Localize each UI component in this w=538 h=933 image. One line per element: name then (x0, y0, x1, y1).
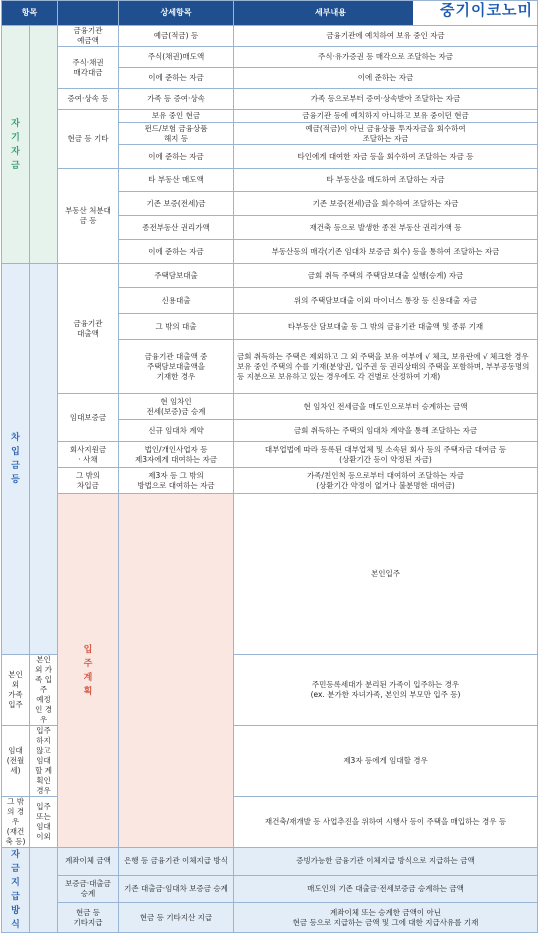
detail-content: 매도인의 기존 대출금·전세보증금 승계하는 금액 (234, 875, 538, 903)
detail-content: 주식·유가증권 등 매각으로 조달하는 자금 (234, 47, 538, 68)
detail-content: 예금(적금)이 아닌 금융상품 투자자금을 회수하여 조달하는 자금 (234, 123, 538, 145)
detail-content: 금융기관 등에 예치하지 아니하고 보유 중이던 현금 (234, 110, 538, 123)
section-borrowings: 차입금등 (2, 264, 30, 655)
detail-item: 이에 준하는 자금 (119, 240, 234, 264)
table-row (2, 875, 538, 903)
detail-item: 기존 보증(전세)금 (119, 192, 234, 216)
detail-item: 현 임차인 전세(보증)금 승계 (119, 394, 234, 420)
sub-item: 주식·채권 매각대금 (58, 47, 119, 89)
sub-item: 회사지원금 · 사채 (58, 442, 119, 468)
detail-content: 이에 준하는 자금 (234, 68, 538, 89)
brand-logo: 중기이코노미 (440, 1, 533, 19)
detail-item: 신용대출 (119, 288, 234, 314)
detail-content: 부동산등의 매각(기존 임대차 보증금 회수) 등을 통하여 조달하는 자금 (234, 240, 538, 264)
detail-item: 본인 외 가족 입주 예정인 경우 (30, 655, 58, 726)
table-row (2, 264, 538, 288)
detail-item: 예금(적금) 등 (119, 26, 234, 47)
detail-content: 제3자 등에게 임대할 경우 (234, 726, 538, 797)
detail-item: 입주하지 않고 임대할 계획인 경우 (30, 726, 58, 797)
detail-content: 금융기관에 예치하여 보유 중인 자금 (234, 26, 538, 47)
detail-content: 위의 주택담보대출 이외 마이너스 통장 등 신용대출 자금 (234, 288, 538, 314)
detail-item: 그 밖의 대출 (119, 314, 234, 340)
detail-item: 기존 대출금·임대차 보증금 승계 (119, 875, 234, 903)
detail-content: 현 임차인 전세금을 매도인으로부터 승계하는 금액 (234, 394, 538, 420)
detail-item: 가족 등 증여·상속 (119, 89, 234, 110)
detail-content: 타인에게 대여한 자금 등을 회수하여 조달하는 자금 등 (234, 145, 538, 169)
sub-item: 현금 등 기타지급 (58, 903, 119, 933)
table-row (2, 442, 538, 468)
detail-content: 금회 취득하는 주택은 제외하고 그 외 주택을 보유 여부에 √ 체크, 보유란에 √ 체크한 경우 보유 중인 주택의 수를 기재(분양권, 입주권 등 권리상태의 주택을 포함하며, 부부공동명의 등 지분으로 보유하고 있는 경우에도 각 건별로 산정하여 기재) (234, 340, 538, 394)
section-spacer (30, 26, 58, 264)
section-spacer (30, 264, 58, 655)
detail-content: 대부업법에 따라 등록된 대부업체 및 소속된 회사 등의 주택자금 대여금 등 (상환기간 등이 약정된 자금) (234, 442, 538, 468)
header-detail-content: 세부내용 중기이코노미 (234, 1, 538, 26)
funding-plan-table (1, 0, 538, 933)
header-empty (58, 1, 119, 26)
detail-item: 은행 등 금융기관 이체지급 방식 (119, 848, 234, 876)
detail-item: 주식(채권)매도액 (119, 47, 234, 68)
section-move-in-plan: 입주계획 (58, 494, 119, 848)
detail-item: 신규 임대차 계약 (119, 420, 234, 442)
table-row (2, 468, 538, 494)
sub-item: 그 밖의 경우 (재건축 등) (2, 797, 30, 848)
sub-item: 그 밖의 차입금 (58, 468, 119, 494)
table-row (2, 494, 538, 655)
section-payment-method: 자금지급방식 (2, 848, 30, 933)
detail-item: 현금 등 기타지산 지급 (119, 903, 234, 933)
detail-item: 보유 중인 현금 (119, 110, 234, 123)
table-row (2, 110, 538, 123)
sub-item: 금융기관 예금액 (58, 26, 119, 47)
sub-item: 임대(전월세) (2, 726, 30, 797)
detail-content: 주민등록세대가 분리된 가족이 입주하는 경우 (ex. 분가한 자녀가족, 본인의 부모만 입주 등) (234, 655, 538, 726)
detail-content: 재건축 등으로 발생한 종전 부동산 권리가액 등 (234, 216, 538, 240)
detail-item: 제3자 등 그 밖의 방법으로 대여하는 자금 (119, 468, 234, 494)
sub-item: 본인 외 가족입주 (2, 655, 30, 726)
detail-item: 이에 준하는 자금 (119, 145, 234, 169)
table-header-row (2, 1, 538, 26)
detail-content: 가족/친인척 등으로부터 대여하여 조달하는 자금 (상환기간 약정이 없거나 불분명한 대여금) (234, 468, 538, 494)
detail-item: 펀드/보험 금융상품 해지 등 (119, 123, 234, 145)
detail-item: 입주 또는 임대 이외 (30, 797, 58, 848)
sub-item: 현금 등 기타 (58, 110, 119, 169)
detail-content: 금회 취득하는 주택의 임대차 계약을 통해 조달하는 자금 (234, 420, 538, 442)
header-detail-item: 상세항목 (119, 1, 234, 26)
detail-item: 이에 준하는 자금 (119, 68, 234, 89)
table-row (2, 848, 538, 876)
header-item: 항목 (2, 1, 58, 26)
sub-item: 부동산 처분대 금 등 (58, 169, 119, 264)
section-self-funds: 자기자금 (2, 26, 30, 264)
detail-content: 기존 보증(전세)금을 회수하여 조달하는 자금 (234, 192, 538, 216)
detail-item: 종전부동산 권리가액 (119, 216, 234, 240)
sub-item: 임대보증금 (58, 394, 119, 442)
detail-content: 타 부동산을 매도하여 조달하는 자금 (234, 169, 538, 192)
table-row (2, 903, 538, 933)
detail-content: 계좌이체 또는 승계한 금액이 아닌 현금 등으로 지급하는 금액 및 그에 대한 지급사유를 기재 (234, 903, 538, 933)
detail-content: 금회 취득 주택의 주택담보대출 실행(승계) 자금 (234, 264, 538, 288)
section-spacer (119, 494, 234, 848)
table-row (2, 169, 538, 192)
detail-content: 타부동산 담보대출 등 그 밖의 금융기관 대출액 및 종류 기재 (234, 314, 538, 340)
sub-item: 증여·상속 등 (58, 89, 119, 110)
detail-item: 주택담보대출 (119, 264, 234, 288)
table-row (2, 394, 538, 420)
sub-item: 본인입주 (234, 494, 538, 655)
table-row (2, 26, 538, 47)
sub-item: 계좌이체 금액 (58, 848, 119, 876)
section-spacer (30, 848, 58, 933)
table-row (2, 89, 538, 110)
table-row (2, 47, 538, 68)
detail-item: 금융기관 대출액 중 주택담보대출액을 기재한 경우 (119, 340, 234, 394)
detail-content: 증빙가능한 금융기관 이체지급 방식으로 지급하는 금액 (234, 848, 538, 876)
detail-content: 가족 등으로부터 증여·상속받아 조달하는 자금 (234, 89, 538, 110)
detail-content: 재건축/재개발 등 사업추진을 위하여 시행사 등이 주택을 매입하는 경우 등 (234, 797, 538, 848)
sub-item: 보증금·대출금 승계 (58, 875, 119, 903)
sub-item: 금융기관 대출액 (58, 264, 119, 394)
detail-item: 법인/개인사업자 등 제3자에게 대여하는 자금 (119, 442, 234, 468)
detail-item: 타 부동산 매도액 (119, 169, 234, 192)
